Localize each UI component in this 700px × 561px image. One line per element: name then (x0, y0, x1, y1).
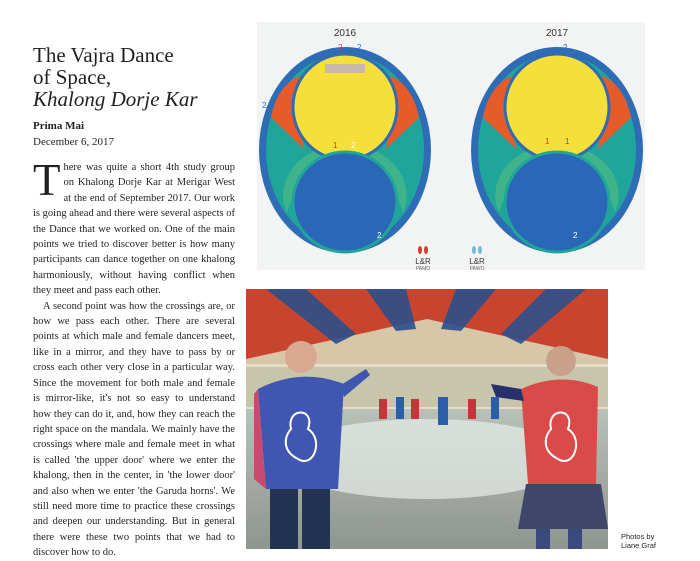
center-mark-a: 1 (545, 137, 550, 146)
badge-sub: PAMO (415, 266, 431, 270)
author-name: Prima Mai (33, 120, 85, 132)
bottom-mark: 2 (573, 231, 578, 240)
mandala-diagrams (257, 22, 645, 270)
paragraph-2: A second point was how the crossings are, or how we pass each other. There are several points at which male and female dancers meet, like in a mirror, and they have to pass by or cross each other very close in a particular way. Since the movement for both male and female is mirror-like, it's not so easy to understand how they can do it, and, how they can reach the right space on the mandala. We mainly have the crossings where male and female meet in what is called 'the upper door' where we enter the khalong, then in the center, in 'the lower door' and also when we enter 'the Garuda horns'. We still need more time to practice these crossings and deepen our understanding. But in general there were these two points that we had to discover how to do. (33, 300, 235, 559)
footprint-icon (418, 246, 428, 254)
article-title (33, 44, 243, 110)
badge-sub: PAWO (469, 266, 485, 270)
diagram-year-2017: 2017 (545, 28, 569, 39)
dance-photo (246, 289, 608, 549)
paragraph-1-text: here was quite a short 4th study group on Khalong Dorje Kar at Merigar West at the end of September 2017. Our work is going ahead and there were several aspects of the Dance that we worked on. One of the main points we tried to discover better is how many participants can dance together on one khalong harmoniously, without having conflict when they meet and pass each other. (33, 162, 235, 297)
top-mark-a: 2 (563, 43, 568, 52)
title-subtitle: Khalong Dorje Kar (33, 87, 198, 111)
drop-cap: T (33, 155, 61, 205)
paragraph-1 (33, 155, 235, 299)
bottom-mark: 2 (377, 231, 382, 240)
mandala-diagram-2017 (469, 28, 643, 270)
article-body (33, 155, 235, 561)
center-mark-a: 1 (333, 141, 338, 150)
badge-label: L&R (415, 257, 431, 266)
photo-credit-line-2: Liane Graf (621, 541, 657, 550)
title-line-1: The Vajra Dance (33, 43, 174, 67)
mandala-diagram-panel (257, 22, 645, 270)
photo-credit-line-1: Photos by (621, 532, 655, 541)
center-mark-b: 1 (565, 137, 570, 146)
mandala-diagram-2016 (259, 28, 431, 270)
center-mark-b: 2 (351, 141, 356, 150)
left-mark: 2 (262, 101, 267, 110)
photo-credit (621, 532, 656, 550)
top-mark-b: 2 (357, 43, 362, 52)
footprint-icon (472, 246, 482, 254)
title-line-2: of Space, (33, 65, 112, 89)
top-mark-a: 2 (338, 43, 343, 52)
publish-date: December 6, 2017 (33, 136, 114, 148)
photo-illustration (246, 289, 608, 549)
diagram-year-2016: 2016 (333, 28, 357, 39)
badge-label: L&R (469, 257, 485, 266)
